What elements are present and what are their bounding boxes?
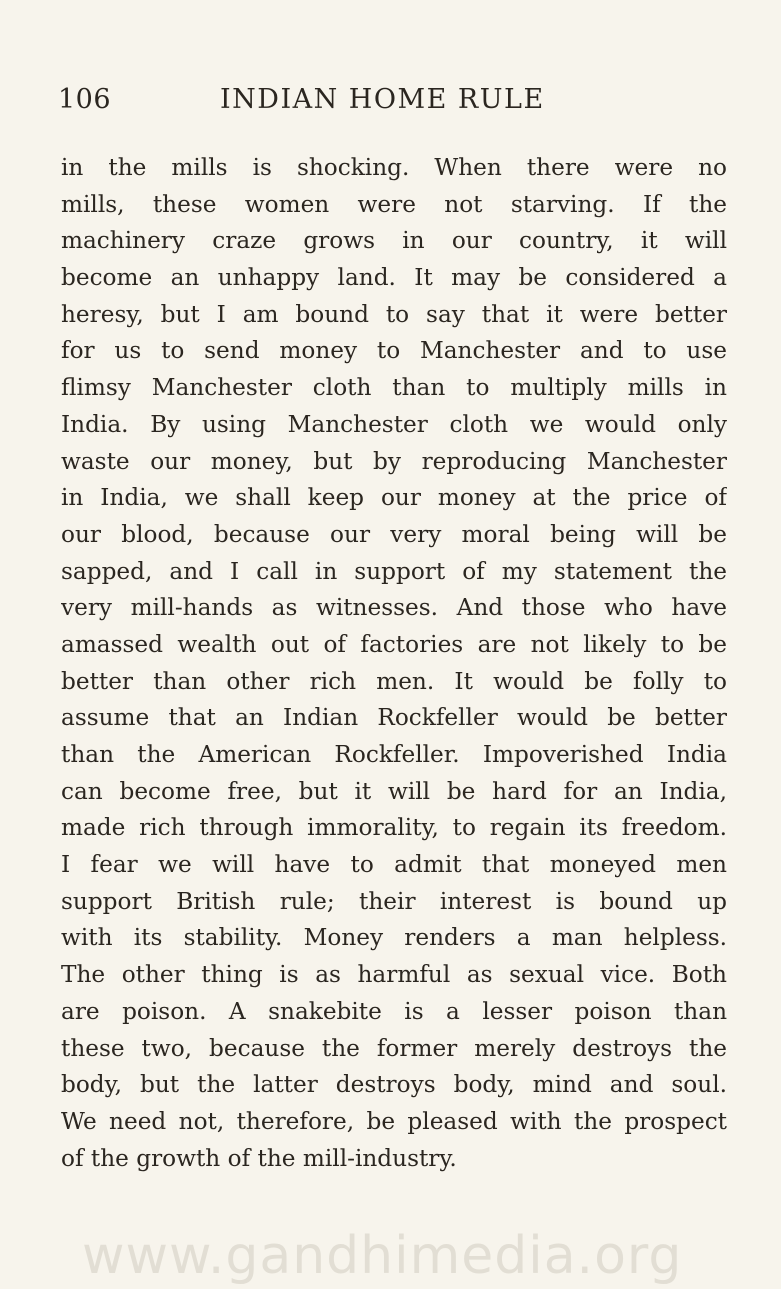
text-line: mills, these women were not starving. If the: [61, 190, 727, 218]
text-line: are poison. A snakebite is a lesser poison than: [61, 997, 727, 1025]
text-line: can become free, but it will be hard for an India,: [61, 777, 727, 805]
watermark: www.gandhimedia.org: [82, 1226, 683, 1286]
text-line: India. By using Manchester cloth we would only: [61, 410, 727, 438]
running-head: INDIAN HOME RULE: [220, 84, 545, 115]
text-line: We need not, therefore, be pleased with the prospect: [61, 1107, 727, 1135]
text-line: The other thing is as harmful as sexual vice. Both: [61, 961, 727, 989]
text-line: amassed wealth out of factories are not likely to be: [61, 630, 727, 658]
text-line: very mill-hands as witnesses. And those who have: [61, 594, 727, 622]
text-line: waste our money, but by reproducing Manchester: [61, 447, 727, 475]
text-line: these two, because the former merely destroys the: [61, 1034, 727, 1062]
text-line: for us to send money to Manchester and to use: [61, 337, 727, 365]
text-line: sapped, and I call in support of my statement the: [61, 557, 727, 585]
text-line: our blood, because our very moral being will be: [61, 520, 727, 548]
text-line: of the growth of the mill-industry.: [61, 1144, 457, 1172]
text-line: support British rule; their interest is bound up: [61, 887, 727, 915]
text-line: with its stability. Money renders a man helpless.: [61, 924, 727, 952]
text-line: than the American Rockfeller. Impoverished India: [61, 741, 727, 768]
text-line: heresy, but I am bound to say that it were better: [61, 300, 727, 328]
text-line: machinery craze grows in our country, it will: [61, 227, 727, 255]
text-line: become an unhappy land. It may be considered a: [61, 264, 727, 292]
text-line: made rich through immorality, to regain its freedom.: [61, 814, 727, 842]
text-line: in the mills is shocking. When there were no: [61, 154, 727, 181]
page-number: 106: [58, 84, 112, 115]
text-line: flimsy Manchester cloth than to multiply mills in: [61, 374, 727, 402]
text-line: assume that an Indian Rockfeller would be better: [61, 704, 727, 732]
text-line: better than other rich men. It would be folly to: [61, 667, 727, 695]
text-line: in India, we shall keep our money at the price of: [61, 484, 727, 512]
text-line: I fear we will have to admit that moneyed men: [61, 851, 727, 879]
text-line: body, but the latter destroys body, mind and soul.: [61, 1071, 727, 1099]
page-header: [58, 84, 738, 124]
body-text: [61, 150, 727, 1177]
